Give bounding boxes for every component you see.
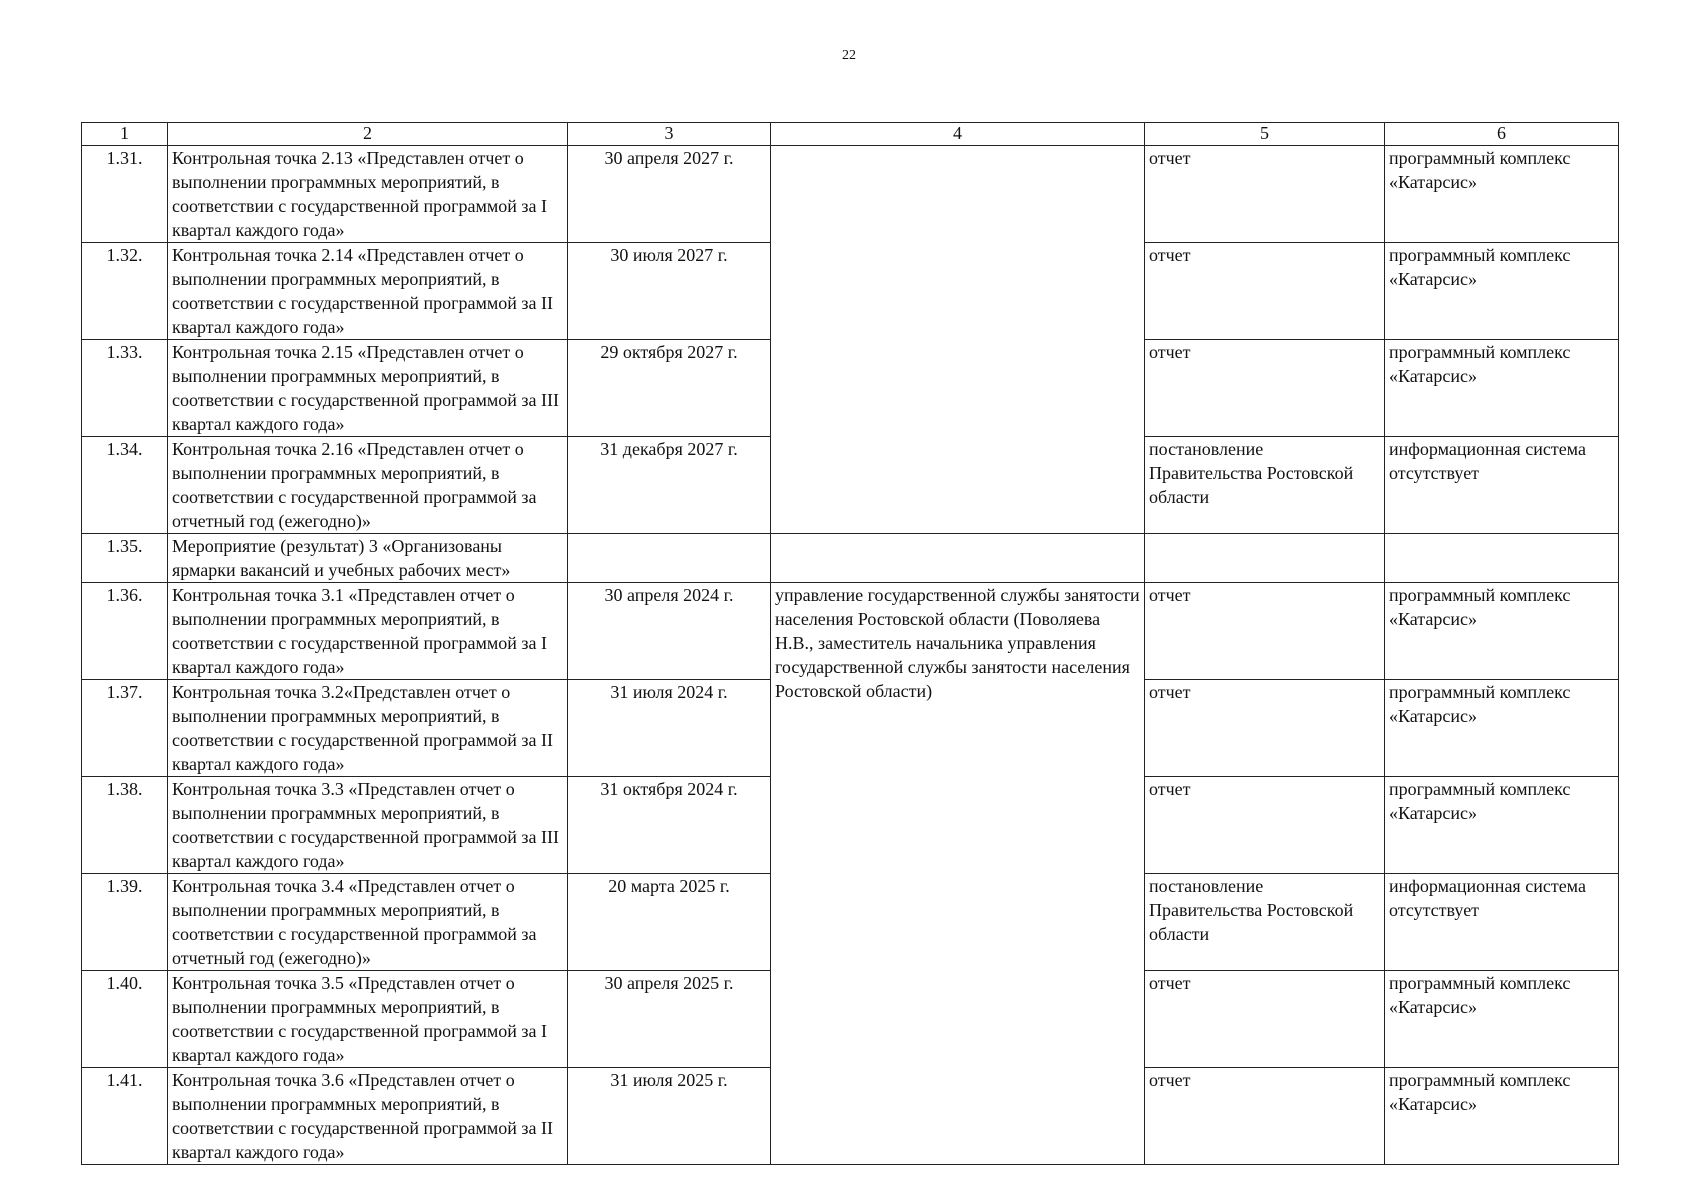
row-date: 31 октября 2024 г. <box>568 777 771 874</box>
row-date: 31 июля 2024 г. <box>568 680 771 777</box>
responsible-cell: управление государственной службы занятости населения Ростовской области (Поволяева Н.В., заместитель начальника управления государственной службы занятости населения Ростовской области) <box>771 583 1145 1165</box>
row-number: 1.31. <box>82 146 168 243</box>
row-document: отчет <box>1145 583 1385 680</box>
row-document: отчет <box>1145 146 1385 243</box>
row-description: Контрольная точка 3.1 «Представлен отчет о выполнении программных мероприятий, в соответствии с государственной программой за I квартал каждого года» <box>168 583 568 680</box>
row-document: постановление Правительства Ростовской области <box>1145 874 1385 971</box>
column-number: 1 <box>82 123 168 146</box>
responsible-cell <box>771 146 1145 534</box>
row-description: Контрольная точка 2.14 «Представлен отчет о выполнении программных мероприятий, в соответствии с государственной программой за II квартал каждого года» <box>168 243 568 340</box>
control-points-table <box>81 122 1619 1165</box>
column-number: 6 <box>1385 123 1619 146</box>
row-number: 1.39. <box>82 874 168 971</box>
column-numbers-row <box>82 123 1619 146</box>
row-date: 31 июля 2025 г. <box>568 1068 771 1165</box>
row-date: 29 октября 2027 г. <box>568 340 771 437</box>
row-document: отчет <box>1145 971 1385 1068</box>
table-row <box>82 146 1619 243</box>
row-number: 1.40. <box>82 971 168 1068</box>
column-number: 5 <box>1145 123 1385 146</box>
row-description: Контрольная точка 3.6 «Представлен отчет о выполнении программных мероприятий, в соответствии с государственной программой за II квартал каждого года» <box>168 1068 568 1165</box>
row-description: Контрольная точка 2.13 «Представлен отчет о выполнении программных мероприятий, в соответствии с государственной программой за I квартал каждого года» <box>168 146 568 243</box>
row-document: отчет <box>1145 777 1385 874</box>
table-row <box>82 534 1619 583</box>
row-information-system: информационная система отсутствует <box>1385 874 1619 971</box>
table-row <box>82 583 1619 680</box>
row-description: Контрольная точка 3.3 «Представлен отчет о выполнении программных мероприятий, в соответствии с государственной программой за III квартал каждого года» <box>168 777 568 874</box>
column-number: 2 <box>168 123 568 146</box>
row-document: отчет <box>1145 1068 1385 1165</box>
column-number: 3 <box>568 123 771 146</box>
row-information-system: информационная система отсутствует <box>1385 437 1619 534</box>
row-number: 1.33. <box>82 340 168 437</box>
column-number: 4 <box>771 123 1145 146</box>
row-information-system <box>1385 534 1619 583</box>
row-number: 1.34. <box>82 437 168 534</box>
row-document: отчет <box>1145 680 1385 777</box>
row-date: 31 декабря 2027 г. <box>568 437 771 534</box>
page-number: 22 <box>842 48 856 63</box>
responsible-cell <box>771 534 1145 583</box>
row-document <box>1145 534 1385 583</box>
row-description: Контрольная точка 3.2«Представлен отчет о выполнении программных мероприятий, в соответствии с государственной программой за II квартал каждого года» <box>168 680 568 777</box>
row-number: 1.38. <box>82 777 168 874</box>
row-description: Контрольная точка 3.4 «Представлен отчет о выполнении программных мероприятий, в соответствии с государственной программой за отчетный год (ежегодно)» <box>168 874 568 971</box>
row-description: Контрольная точка 2.15 «Представлен отчет о выполнении программных мероприятий, в соответствии с государственной программой за III квартал каждого года» <box>168 340 568 437</box>
row-information-system: программный комплекс «Катарсис» <box>1385 1068 1619 1165</box>
row-date: 30 апреля 2025 г. <box>568 971 771 1068</box>
row-date: 30 июля 2027 г. <box>568 243 771 340</box>
row-number: 1.36. <box>82 583 168 680</box>
row-number: 1.41. <box>82 1068 168 1165</box>
row-information-system: программный комплекс «Катарсис» <box>1385 971 1619 1068</box>
row-information-system: программный комплекс «Катарсис» <box>1385 243 1619 340</box>
row-number: 1.32. <box>82 243 168 340</box>
row-information-system: программный комплекс «Катарсис» <box>1385 680 1619 777</box>
row-document: отчет <box>1145 340 1385 437</box>
row-document: отчет <box>1145 243 1385 340</box>
row-information-system: программный комплекс «Катарсис» <box>1385 583 1619 680</box>
row-description: Контрольная точка 2.16 «Представлен отчет о выполнении программных мероприятий, в соответствии с государственной программой за отчетный год (ежегодно)» <box>168 437 568 534</box>
row-description: Мероприятие (результат) 3 «Организованы ярмарки вакансий и учебных рабочих мест» <box>168 534 568 583</box>
row-number: 1.35. <box>82 534 168 583</box>
row-document: постановление Правительства Ростовской области <box>1145 437 1385 534</box>
row-date: 20 марта 2025 г. <box>568 874 771 971</box>
row-information-system: программный комплекс «Катарсис» <box>1385 777 1619 874</box>
row-date <box>568 534 771 583</box>
row-information-system: программный комплекс «Катарсис» <box>1385 340 1619 437</box>
row-information-system: программный комплекс «Катарсис» <box>1385 146 1619 243</box>
row-date: 30 апреля 2027 г. <box>568 146 771 243</box>
row-description: Контрольная точка 3.5 «Представлен отчет о выполнении программных мероприятий, в соответствии с государственной программой за I квартал каждого года» <box>168 971 568 1068</box>
row-date: 30 апреля 2024 г. <box>568 583 771 680</box>
row-number: 1.37. <box>82 680 168 777</box>
